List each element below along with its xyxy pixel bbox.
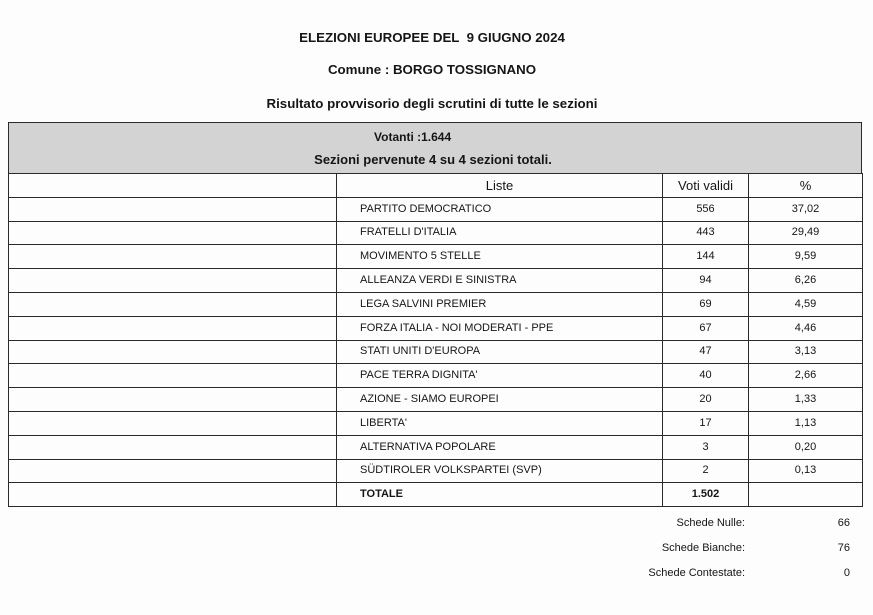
votanti-count: Votanti :1.644 (374, 130, 452, 144)
table-row (9, 292, 863, 316)
blank-cell (9, 292, 337, 316)
lista-name: FORZA ITALIA - NOI MODERATI - PPE (337, 316, 663, 340)
percent-cell: 0,13 (749, 459, 863, 483)
blank-cell (9, 483, 337, 507)
stat-schede-contestate (0, 566, 873, 580)
lista-name: LIBERTA' (337, 411, 663, 435)
lista-name: PACE TERRA DIGNITA' (337, 364, 663, 388)
lista-name: PARTITO DEMOCRATICO (337, 197, 663, 221)
percent-cell: 1,33 (749, 388, 863, 412)
percent-cell: 2,66 (749, 364, 863, 388)
lista-name: AZIONE - SIAMO EUROPEI (337, 388, 663, 412)
blank-cell (9, 221, 337, 245)
voti-cell: 40 (663, 364, 749, 388)
lista-name: LEGA SALVINI PREMIER (337, 292, 663, 316)
voti-cell: 67 (663, 316, 749, 340)
table-row (9, 245, 863, 269)
table-row (9, 435, 863, 459)
voti-cell: 47 (663, 340, 749, 364)
lista-name: SÜDTIROLER VOLKSPARTEI (SVP) (337, 459, 663, 483)
blank-cell (9, 269, 337, 293)
lista-name: STATI UNITI D'EUROPA (337, 340, 663, 364)
table-header-row (9, 174, 863, 198)
percent-cell: 29,49 (749, 221, 863, 245)
header-liste: Liste (337, 174, 663, 198)
stat-value: 0 (843, 567, 850, 579)
voti-cell: 556 (663, 197, 749, 221)
voti-cell: 94 (663, 269, 749, 293)
percent-cell: 1,13 (749, 411, 863, 435)
lista-name: ALLEANZA VERDI E SINISTRA (337, 269, 663, 293)
results-table (8, 173, 863, 507)
table-row (9, 269, 863, 293)
percent-cell: 3,13 (749, 340, 863, 364)
table-row (9, 221, 863, 245)
document-title: ELEZIONI EUROPEE DEL 9 GIUGNO 2024 (299, 30, 565, 45)
blank-cell (9, 364, 337, 388)
voti-cell: 3 (663, 435, 749, 459)
results-body (9, 174, 863, 507)
stat-value: 66 (837, 517, 850, 529)
voti-cell: 144 (663, 245, 749, 269)
total-label: TOTALE (337, 483, 663, 507)
blank-cell (9, 316, 337, 340)
table-row (9, 364, 863, 388)
percent-cell: 4,46 (749, 316, 863, 340)
lista-name: FRATELLI D'ITALIA (337, 221, 663, 245)
stat-schede-bianche (0, 541, 873, 555)
percent-cell: 6,26 (749, 269, 863, 293)
total-voti: 1.502 (663, 483, 749, 507)
blank-cell (9, 459, 337, 483)
total-row (9, 483, 863, 507)
lista-name: MOVIMENTO 5 STELLE (337, 245, 663, 269)
blank-cell (9, 411, 337, 435)
percent-cell: 9,59 (749, 245, 863, 269)
percent-cell: 37,02 (749, 197, 863, 221)
stat-label: Schede Bianche: (661, 542, 745, 554)
blank-cell (9, 245, 337, 269)
voti-cell: 17 (663, 411, 749, 435)
voti-cell: 20 (663, 388, 749, 412)
turnout-summary-band (8, 122, 862, 174)
table-row (9, 340, 863, 364)
blank-cell (9, 174, 337, 198)
blank-cell (9, 435, 337, 459)
percent-cell: 4,59 (749, 292, 863, 316)
table-row (9, 197, 863, 221)
stat-value: 76 (837, 542, 850, 554)
stat-label: Schede Nulle: (676, 517, 745, 529)
table-row (9, 459, 863, 483)
voti-cell: 2 (663, 459, 749, 483)
sezioni-status: Sezioni pervenute 4 su 4 sezioni totali. (314, 152, 552, 167)
lista-name: ALTERNATIVA POPOLARE (337, 435, 663, 459)
table-row (9, 388, 863, 412)
percent-cell: 0,20 (749, 435, 863, 459)
total-percent-cell (749, 483, 863, 507)
table-row (9, 411, 863, 435)
blank-cell (9, 197, 337, 221)
header-voti-validi: Voti validi (663, 174, 749, 198)
document-subtitle: Risultato provvisorio degli scrutini di tutte le sezioni (266, 96, 598, 111)
header-percent: % (749, 174, 863, 198)
table-row (9, 316, 863, 340)
blank-cell (9, 388, 337, 412)
voti-cell: 69 (663, 292, 749, 316)
stat-label: Schede Contestate: (648, 567, 745, 579)
blank-cell (9, 340, 337, 364)
comune-name: Comune : BORGO TOSSIGNANO (327, 62, 537, 77)
stat-schede-nulle (0, 516, 873, 530)
voti-cell: 443 (663, 221, 749, 245)
